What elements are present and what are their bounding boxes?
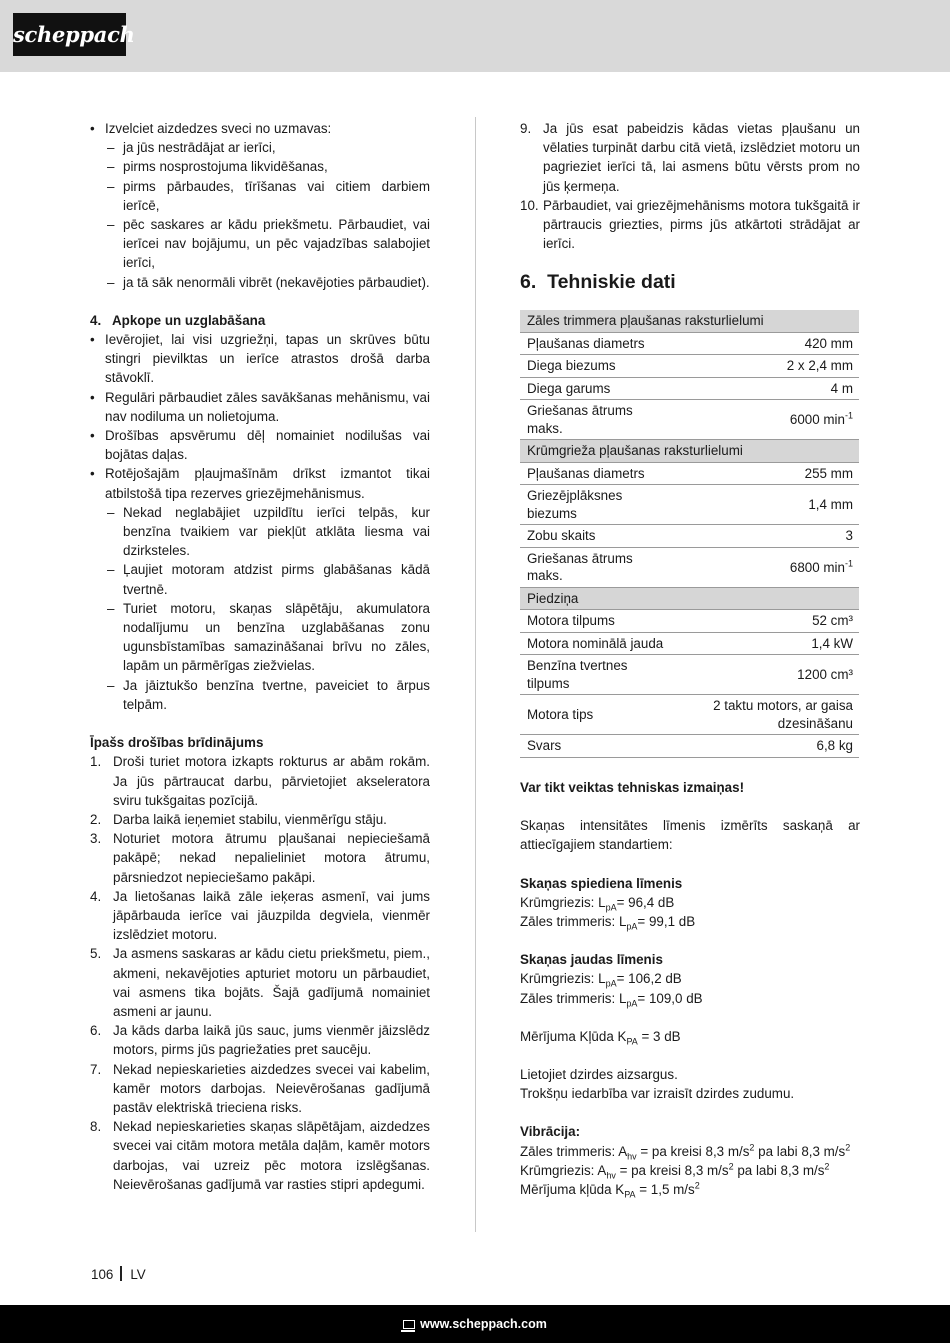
page-number: 106 LV	[91, 1267, 146, 1282]
sub-item: – ja tā sāk nenormāli vibrēt (nekavējoties pārbaudiet).	[107, 274, 430, 290]
table-row: Benzīna tvertnes tilpums 1200 cm³	[520, 655, 859, 695]
numbered-item: 8. Nekad nepieskarieties skaņas slāpētājam, aizdedzes svecei vai citām motora metāla daļām, kamēr motors darbojas, vai uzreiz pēc motora izslēgšanas. Neievērošanas gadījumā var rasties stipri apdegumi.	[90, 1119, 430, 1192]
numbered-item: 2. Darba laikā ieņemiet stabilu, vienmērīgu stāju.	[90, 811, 387, 827]
table-row: Pļaušanas diametrs 420 mm	[520, 332, 859, 355]
sub-item: – Turiet motoru, skaņas slāpētāju, akumulatora nodalījumu un benzīna uzglabāšanas zonu ugunsbīstamības samazināšanai brīvu no zāles, lapām un pārmērīgas ziežvielas.	[107, 600, 430, 674]
measurement-uncertainty: Mērījuma Kļūda $K_{PA} = 3$ dB	[520, 1028, 681, 1047]
bullet-item: • Drošības apsvērumu dēļ nomainiet nodilušas vai bojātas daļas.	[90, 426, 430, 464]
table-section-header: Krūmgrieža pļaušanas raksturlielumi	[520, 440, 859, 463]
table-row: Griešanas ātrums maks. 6800 $\min^{-1}$	[520, 547, 859, 587]
sub-item: – pēc saskares ar kādu priekšmetu. Pārbaudiet, vai ierīcei nav bojājumu, un pēc vajadzības salabojiet ierīci,	[107, 217, 430, 271]
numbered-item: 5. Ja asmens saskaras ar kādu cietu priekšmetu, piem., akmeni, nekavējoties apturiet motoru un pārbaudiet, vai asmens tika bojāts. Šajā gadījumā nomainiet asmeni ar jaunu.	[90, 946, 430, 1019]
table-row: Diega garums 4 m	[520, 377, 859, 400]
laptop-icon	[403, 1320, 415, 1329]
sub-item: – Ja jāiztukšo benzīna tvertne, paveiciet to ārpus telpām.	[107, 677, 430, 712]
page-header	[0, 0, 950, 72]
website-link[interactable]: www.scheppach.com	[420, 1317, 547, 1331]
table-section-header: Zāles trimmera pļaušanas raksturlielumi	[520, 310, 859, 332]
numbered-item: 9. Ja jūs esat pabeidzis kādas vietas pļaušanu un vēlaties turpināt darbu citā vietā, izslēdziet motoru un pagrieziet ierīci tā, lai asmens būtu vērsts prom no jūs ķermeņa.	[520, 121, 860, 194]
bullet-item: • Rotējošajām pļaujmašīnām drīkst izmantot tikai atbilstošā tipa rezerves griezējmehānismus.	[90, 464, 430, 502]
sound-pressure-line: Krūmgriezis: $L_{pA}= 96,4$ dB	[520, 894, 675, 913]
numbered-item: 10. Pārbaudiet, vai griezējmehānisms motora tukšgaitā ir pārtraucis griezties, pirms jūs atkārtoti strādājat ar ierīci.	[520, 197, 860, 252]
numbered-item: 1. Droši turiet motora izkapts rokturus ar abām rokām. Ja jūs pārtraucat darbu, pārvietojiet akseleratora sviru tukšgaitas pozīcijā.	[90, 754, 430, 808]
numbered-item: 7. Nekad nepieskarieties aizdedzes svecei vai kabelim, kamēr motors darbojas. Neievērošanas gadījumā pastāv elektriskā trieciena risks.	[90, 1061, 430, 1115]
sound-pressure-line: Zāles trimmeris: $L_{pA}= 99,1$ dB	[520, 913, 696, 932]
change-note: Var tikt veiktas tehniskas izmaiņas!	[520, 779, 745, 795]
separator-bar	[120, 1266, 122, 1281]
table-row: Motora nominālā jauda 1,4 kW	[520, 632, 859, 655]
vibration-line: Mērījuma kļūda $K_{PA} = 1,5$ $m/s^2$	[520, 1180, 700, 1200]
table-row: Zobu skaits 3	[520, 525, 859, 548]
bullet-item: • Regulāri pārbaudiet zāles savākšanas mehānismu, vai nav nodiluma un nolietojuma.	[90, 388, 430, 426]
safety-warning-heading: Īpašs drošības brīdinājums	[90, 735, 264, 751]
table-row: Motora tips 2 taktu motors, ar gaisa dzesināšanu	[520, 695, 859, 735]
table-row: Motora tilpums 52 cm³	[520, 610, 859, 633]
table-section-header: Piedziņa	[520, 587, 859, 610]
table-row: Griezējplāksnes biezums 1,4 mm	[520, 485, 859, 525]
section-heading-4: 4. Apkope un uzglabāšana	[90, 312, 266, 328]
left-column	[90, 119, 430, 1194]
sound-power-line: Krūmgriezis: $L_{pA}= 106,2$ dB	[520, 971, 682, 990]
section-heading-6: 6. Tehniskie dati	[520, 271, 676, 294]
hearing-protection-note: Lietojiet dzirdes aizsargus.	[520, 1066, 678, 1082]
column-divider	[475, 117, 476, 1232]
sound-pressure-heading: Skaņas spiediena līmenis	[520, 875, 683, 891]
sound-power-line: Zāles trimmeris: $L_{pA}= 109,0$ dB	[520, 990, 703, 1009]
numbered-item: 3. Noturiet motora ātrumu pļaušanai nepieciešamā pakāpē; nekad nepalieliniet motora ātrumu, pārsniedzot nepieciešamo pakāpi.	[90, 831, 430, 885]
scheppach-logo: scheppach	[13, 13, 126, 56]
page-footer	[0, 1305, 950, 1343]
bullet-item: • Izvelciet aizdedzes sveci no uzmavas:	[90, 119, 430, 138]
bullet-item: • Ievērojiet, lai visi uzgriežņi, tapas un skrūves būtu stingri pievilktas un ierīce atrastos drošā darba stāvoklī.	[90, 330, 430, 388]
right-column	[520, 119, 860, 1199]
table-row: Griešanas ātrums maks. 6000 $\min^{-1}$	[520, 400, 859, 440]
vibration-line: Zāles trimmeris: $A_{hv}$ = pa kreisi 8,3 $m/s^2$ pa labi 8,3 $m/s^2$	[520, 1142, 851, 1162]
table-row: Svars 6,8 kg	[520, 735, 859, 758]
sound-power-heading: Skaņas jaudas līmenis	[520, 952, 663, 968]
technical-data-table	[520, 310, 859, 758]
sound-intro: Skaņas intensitātes līmenis izmērīts saskaņā ar attiecīgajiem standartiem:	[520, 818, 860, 853]
table-row: Diega biezums 2 x 2,4 mm	[520, 355, 859, 378]
sub-item: – pirms nosprostojuma likvidēšanas,	[107, 159, 328, 175]
hearing-loss-note: Trokšņu iedarbība var izraisīt dzirdes zudumu.	[520, 1086, 795, 1102]
numbered-item: 4. Ja lietošanas laikā zāle ieķeras asmenī, vai jums jāpārbauda ierīce vai jāuzpilda degviela, vienmēr izslēdziet motoru.	[90, 888, 430, 943]
sub-item: – ja jūs nestrādājat ar ierīci,	[107, 140, 276, 156]
sub-item: – Ļaujiet motoram atdzist pirms glabāšanas kādā tvertnē.	[107, 562, 430, 597]
numbered-item: 6. Ja kāds darba laikā jūs sauc, jums vienmēr jāizslēdz motors, pirms jūs pagriežaties pret saucēju.	[90, 1023, 430, 1058]
vibration-line: Krūmgriezis: $A_{hv}$ = pa kreisi 8,3 $m/s^2$ pa labi 8,3 $m/s^2$	[520, 1161, 830, 1181]
vibration-heading: Vibrācija:	[520, 1124, 581, 1140]
sub-item: – Nekad neglabājiet uzpildītu ierīci telpās, kur benzīna tvaikiem var piekļūt atklāta liesma vai dzirksteles.	[107, 504, 430, 559]
sub-item: – pirms pārbaudes, tīrīšanas vai citiem darbiem ierīcē,	[107, 178, 430, 213]
table-row: Pļaušanas diametrs 255 mm	[520, 462, 859, 485]
